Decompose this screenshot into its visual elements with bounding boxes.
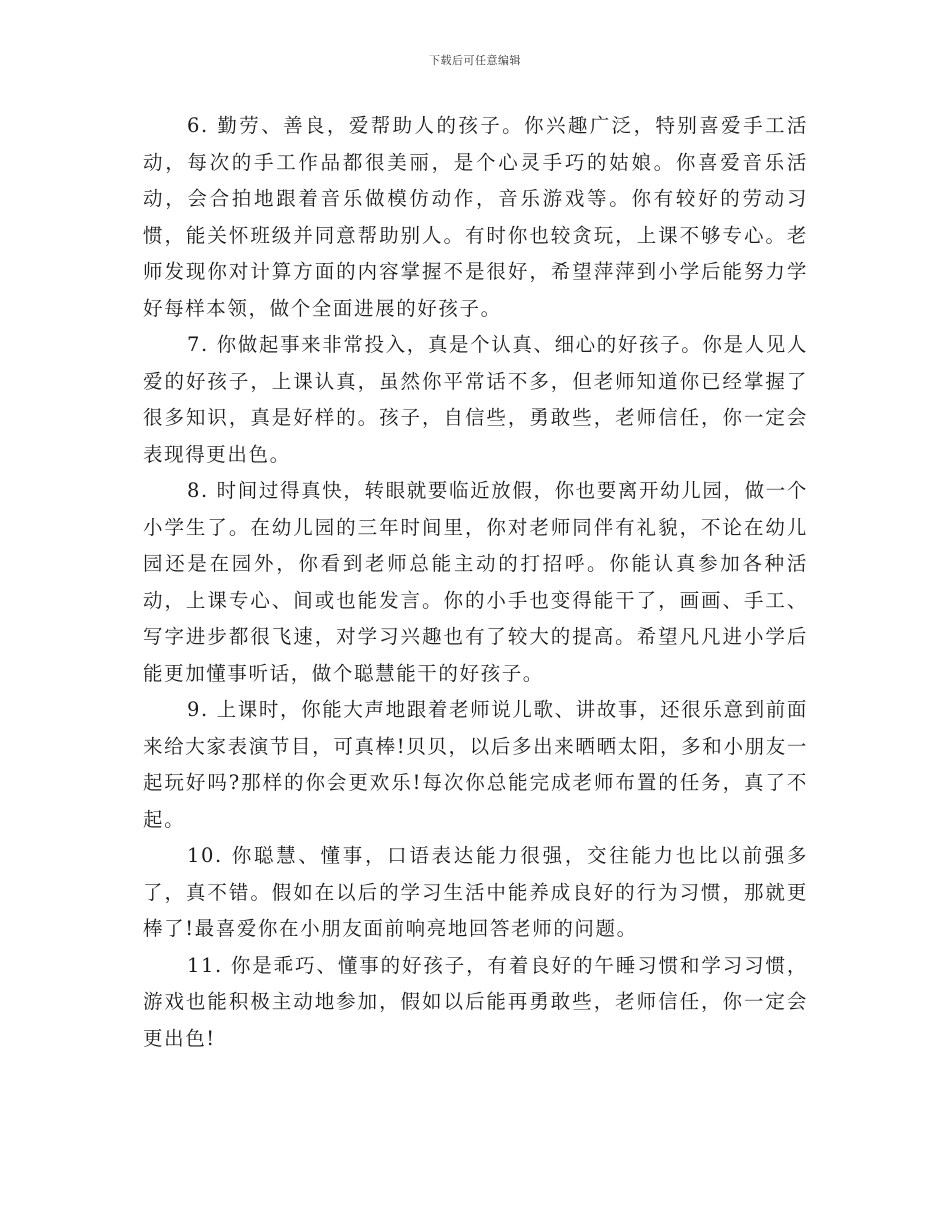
paragraph-10: 10. 你聪慧、懂事，口语表达能力很强，交往能力也比以前强多了，真不错。假如在以后的学习生活中能养成良好的行为习惯，那就更棒了!最喜爱你在小朋友面前响亮地回答老师的问题。 bbox=[143, 844, 808, 940]
paragraph-11: 11. 你是乖巧、懂事的好孩子，有着良好的午睡习惯和学习习惯，游戏也能积极主动地参加，假如以后能再勇敢些，老师信任，你一定会更出色! bbox=[143, 953, 808, 1050]
paragraph-7: 7. 你做起事来非常投入，真是个认真、细心的好孩子。你是人见人爱的好孩子，上课认真，虽然你平常话不多，但老师知道你已经掌握了很多知识，真是好样的。孩子，自信些，勇敢些，老师信任，你一定会表现得更出色。 bbox=[143, 333, 808, 466]
paragraph-6: 6. 勤劳、善良，爱帮助人的孩子。你兴趣广泛，特别喜爱手工活动，每次的手工作品都很美丽，是个心灵手巧的姑娘。你喜爱音乐活动，会合拍地跟着音乐做模仿动作，音乐游戏等。你有较好的劳动习惯，能关怀班级并同意帮助别人。有时你也较贪玩，上课不够专心。老师发现你对计算方面的内容掌握不是很好，希望萍萍到小学后能努力学好每样本领，做个全面进展的好孩子。 bbox=[143, 114, 808, 320]
paragraph-9: 9. 上课时，你能大声地跟着老师说儿歌、讲故事，还很乐意到前面来给大家表演节目，可真棒!贝贝，以后多出来晒晒太阳，多和小朋友一起玩好吗?那样的你会更欢乐!每次你总能完成老师布置的任务，真了不起。 bbox=[143, 698, 808, 831]
page-header: 下载后可任意编辑 bbox=[429, 54, 521, 67]
paragraph-8: 8. 时间过得真快，转眼就要临近放假，你也要离开幼儿园，做一个小学生了。在幼儿园的三年时间里，你对老师同伴有礼貌，不论在幼儿园还是在园外，你看到老师总能主动的打招呼。你能认真参加各种活动，上课专心、间或也能发言。你的小手也变得能干了，画画、手工、写字进步都很飞速，对学习兴趣也有了较大的提高。希望凡凡进小学后能更加懂事听话，做个聪慧能干的好孩子。 bbox=[143, 479, 808, 685]
document-body bbox=[143, 108, 808, 1057]
